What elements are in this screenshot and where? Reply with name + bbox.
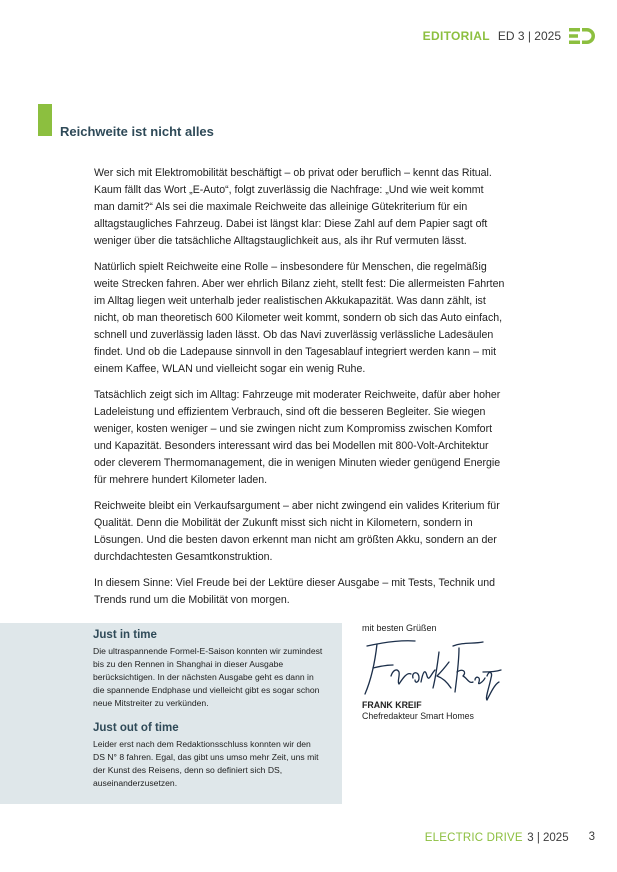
sidebar-box	[0, 623, 342, 804]
section-label: EDITORIAL	[422, 29, 490, 43]
electric-drive-logo-icon	[569, 28, 595, 44]
closing-greeting: mit besten Grüßen	[362, 623, 437, 633]
page-number: 3	[588, 831, 595, 843]
page-footer	[425, 828, 595, 846]
sidebar-content	[93, 629, 323, 802]
page-header	[423, 28, 595, 44]
footer-magazine-issue	[425, 828, 569, 846]
paragraph: In diesem Sinne: Viel Freude bei der Lektüre dieser Ausgabe – mit Tests, Technik und Trends rund um die Mobilität von morgen.	[94, 577, 496, 606]
paragraph: Reichweite bleibt ein Verkaufsargument – aber nicht zwingend ein valides Kriterium für Qualität. Denn die Mobilität der Zukunft misst sich nicht in Kilometern, sondern in Lösungen. Und die besten davon erkennt man nicht am größten Akku, sondern an der durchdachtesten Gesamtkonstruktion.	[94, 500, 500, 563]
paragraph: Wer sich mit Elektromobilität beschäftigt – ob privat oder beruflich – kennt das Ritual. Kaum fällt das Wort „E-Auto“, folgt zuverlässig die Nachfrage: „Und wie weit kommt man damit?“ Als sei die maximale Reichweite das alleinige Gütekriterium für ein alltagstaugliches Fahrzeug. Dabei ist längst klar: Diese Zahl auf dem Papier sagt oft weniger über die tatsächliche Alltagstauglichkeit aus, als ihr Ruf vermuten lässt.	[94, 167, 492, 247]
sidebar-text-just-in-time: Die ultraspannende Formel-E-Saison konnten wir zumindest bis zu den Rennen in Shanghai in dieser Ausgabe berücksichtigen. In der nächsten Ausgabe geht es dann in die spannende Endphase und vielleicht gibt es sogar schon neue Mitstreiter zu verkünden.	[93, 646, 323, 708]
signer-role: Chefredakteur Smart Homes	[362, 711, 474, 721]
issue-label: ED 3 | 2025	[497, 29, 561, 43]
sidebar-heading-just-in-time: Just in time	[93, 629, 157, 641]
article-body	[94, 165, 506, 618]
paragraph: Natürlich spielt Reichweite eine Rolle – insbesondere für Menschen, die regelmäßig weite Strecken fahren. Aber wer ehrlich Bilanz zieht, stellt fest: Die allermeisten Fahrten im Alltag liegen weit unterhalb jeder realistischen Akkukapazität. Was dann zählt, ist nicht, ob man theoretisch 600 Kilometer weit kommt, sondern ob sich das Auto einfach, schnell und zuverlässig laden lässt. Ob das Navi zuverlässig verlässliche Ladesäulen findet. Und ob die Ladepause sinnvoll in den Tagesablauf integriert werden kann – mit einem Kaffee, WLAN und vielleicht sogar ein wenig Ruhe.	[94, 261, 505, 375]
sidebar-heading-just-out-of-time: Just out of time	[93, 722, 179, 734]
sidebar-text-just-out-of-time: Leider erst nach dem Redaktionsschluss konnten wir den DS N° 8 fahren. Egal, das gibt uns umso mehr Zeit, uns mit der Kunst des Reisens, denn so definiert sich DS, auseinanderzusetzen.	[93, 739, 319, 788]
signer-name: FRANK KREIF	[362, 700, 422, 710]
title-accent-bar	[38, 104, 52, 136]
paragraph: Tatsächlich zeigt sich im Alltag: Fahrzeuge mit moderater Reichweite, dafür aber hoher Ladeleistung und effizientem Verbrauch, sind oft die besseren Begleiter. Sie wiegen weniger, kosten weniger – und sie zwingen nicht zum Kompromiss zwischen Komfort und Kapazität. Besonders interessant wird das bei Modellen mit 800-Volt-Architektur oder cleverem Thermomanagement, die in wenigen Minuten wieder genügend Energie für mehrere hundert Kilometer laden.	[94, 389, 501, 486]
article-title: Reichweite ist nicht alles	[60, 124, 214, 139]
handwritten-signature-icon	[355, 632, 505, 702]
footer-magazine-name: ELECTRIC DRIVE	[424, 832, 523, 844]
footer-issue: 3 | 2025	[527, 832, 569, 844]
